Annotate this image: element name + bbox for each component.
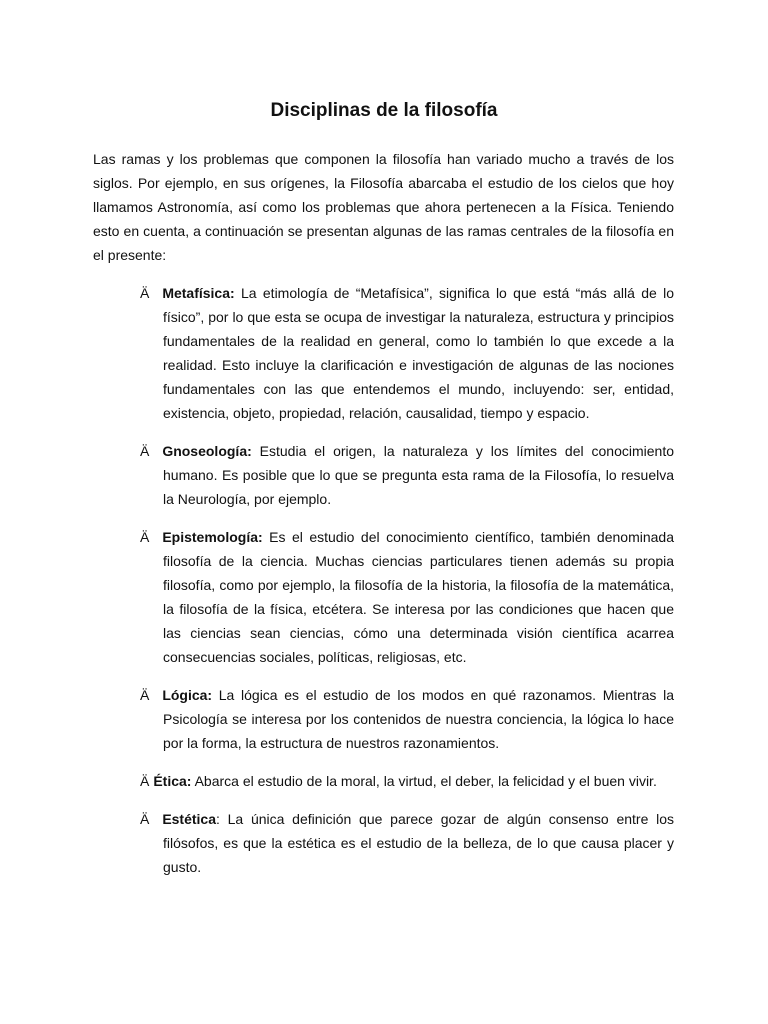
bullet-marker: Ä (140, 811, 150, 827)
page-title: Disciplinas de la filosofía (270, 100, 498, 121)
item-term: Metafísica: (162, 285, 235, 301)
item-text: Es el estudio del conocimiento científico, también denominada filosofía de la ciencia. Muchas ciencias particulares tienen además su propia filosofía, como por ejemplo, la filosofía de la historia, la filosofía de la matemática, la filosofía de la física, etcétera. Se interesa por las condiciones que hacen que las ciencias sean ciencias, cómo una determinada visión científica acarrea consecuencias sociales, políticas, religiosas, etc. (163, 529, 674, 665)
item-text: : La única definición que parece gozar de algún consenso entre los filósofos, es que la estética es el estudio de la belleza, de lo que causa placer y gusto. (163, 811, 674, 875)
intro-paragraph: Las ramas y los problemas que componen la filosofía han variado mucho a través de los siglos. Por ejemplo, en sus orígenes, la Filosofía abarcaba el estudio de los cielos que hoy llamamos Astronomía, así como los problemas que ahora pertenecen a la Física. Teniendo esto en cuenta, a continuación se presentan algunas de las ramas centrales de la filosofía en el presente: (93, 151, 674, 263)
item-term: Epistemología: (162, 529, 263, 545)
list-item-epistemologia (93, 525, 674, 669)
bullet-marker: Ä (140, 687, 150, 703)
list-item-estetica (93, 807, 674, 879)
item-text: Abarca el estudio de la moral, la virtud, el deber, la felicidad y el buen vivir. (191, 773, 657, 789)
item-term: Lógica: (162, 687, 213, 703)
item-text: La etimología de “Metafísica”, significa lo que está “más allá de lo físico”, por lo que esta se ocupa de investigar la naturaleza, estructura y principios fundamentales de la realidad en general, como lo también lo que excede a la realidad. Esto incluye la clarificación e investigación de algunas de las nociones fundamentales con las que entendemos el mundo, incluyendo: ser, entidad, existencia, objeto, propiedad, relación, causalidad, tiempo y espacio. (163, 285, 674, 421)
bullet-marker: Ä (140, 773, 150, 789)
item-text: Estudia el origen, la naturaleza y los límites del conocimiento humano. Es posible que lo que se pregunta esta rama de la Filosofía, lo resuelva la Neurología, por ejemplo. (163, 443, 674, 507)
bullet-marker: Ä (140, 529, 150, 545)
item-text: La lógica es el estudio de los modos en qué razonamos. Mientras la Psicología se interesa por los contenidos de nuestra conciencia, la lógica lo hace por la forma, la estructura de nuestros razonamientos. (163, 687, 674, 751)
bullet-marker: Ä (140, 443, 150, 459)
item-term: Gnoseología: (162, 443, 252, 459)
list-item-gnoseologia (93, 439, 674, 511)
item-term: Estética (162, 811, 217, 827)
list-item-metafisica (93, 281, 674, 425)
branches-list (93, 281, 674, 893)
bullet-marker: Ä (140, 285, 150, 301)
list-item-etica (93, 769, 674, 793)
list-item-logica (93, 683, 674, 755)
item-term: Ética: (153, 773, 192, 789)
